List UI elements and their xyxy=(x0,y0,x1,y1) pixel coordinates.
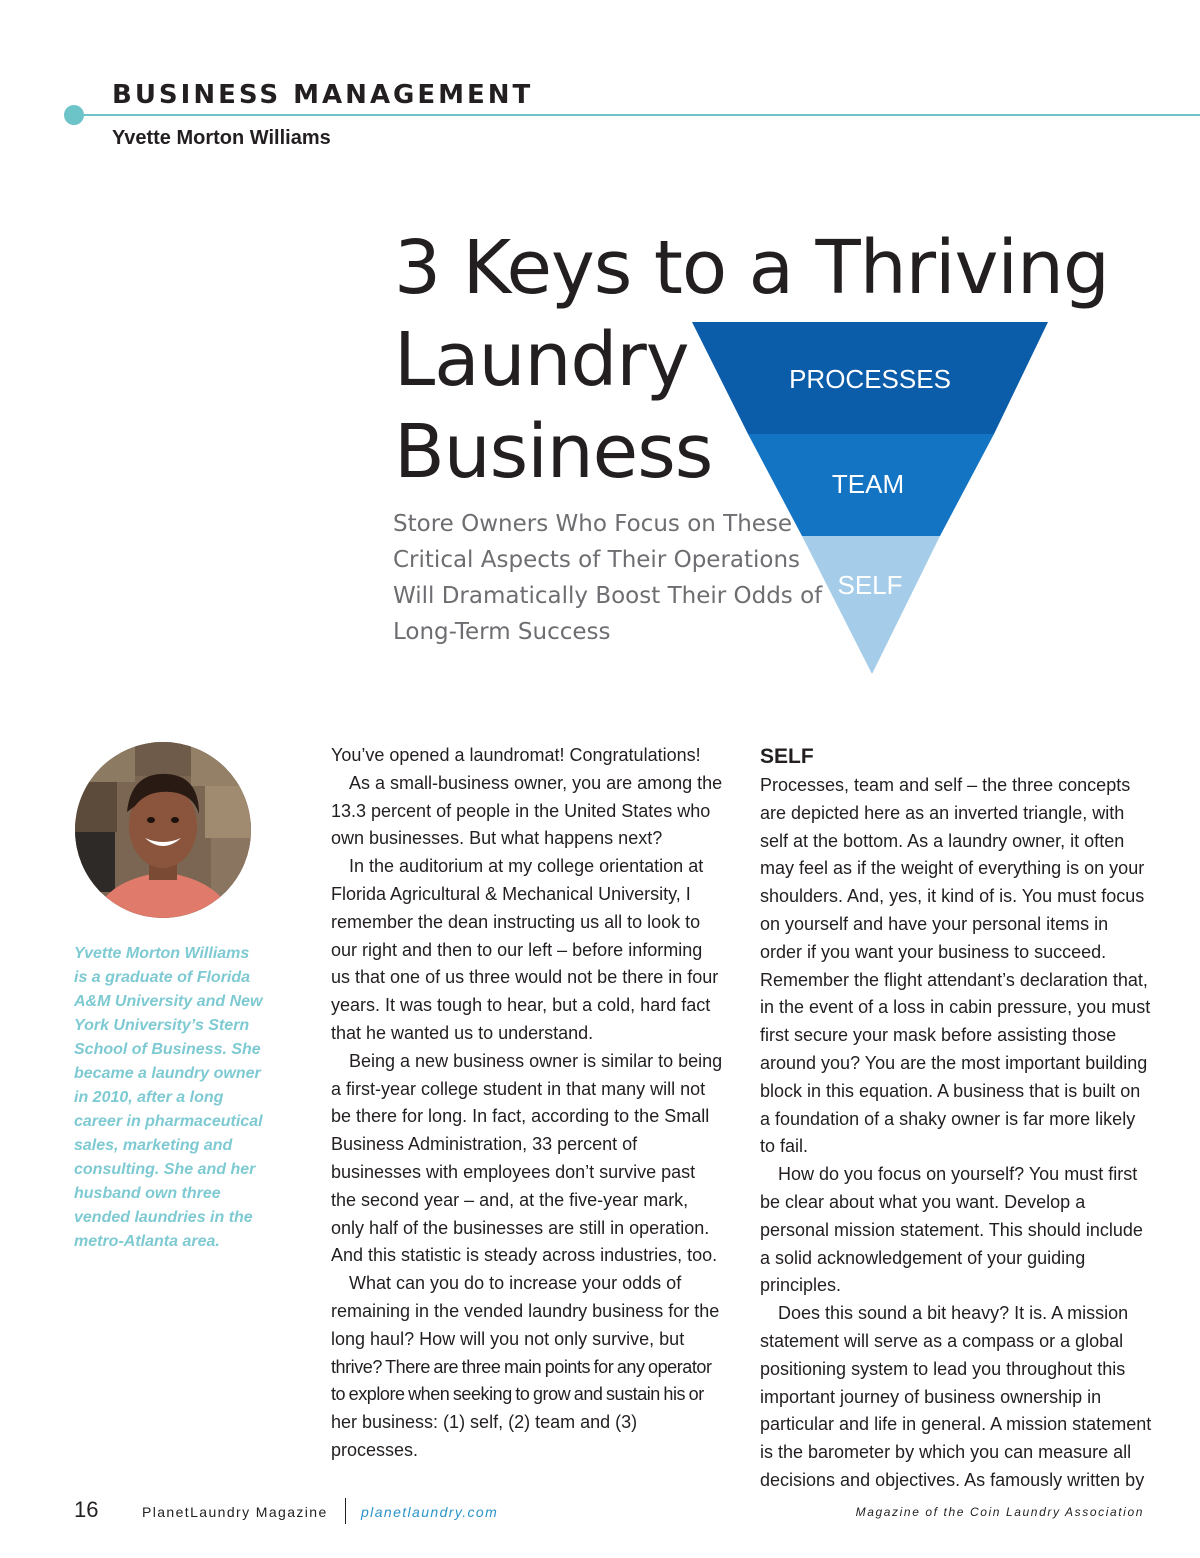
body-paragraph: Being a new business owner is similar to being a first-year college student in that many will not be there for long. In fact, according to the Small Business Administration, 33 percent of businesses with employees don’t survive past the second year – and, at the five-year mark, only half of the businesses are still in operation. And this statistic is steady across industries, too. xyxy=(331,1050,723,1266)
magazine-url[interactable]: planetlaundry.com xyxy=(361,1504,499,1520)
inverted-triangle-diagram xyxy=(690,322,1050,678)
magazine-name: PlanetLaundry Magazine xyxy=(142,1504,328,1520)
header-rule xyxy=(74,114,1200,116)
body-column-left xyxy=(331,742,723,1465)
triangle-layer-self xyxy=(802,536,940,674)
body-paragraph: How do you focus on yourself? You must first be clear about what you want. Develop a personal mission statement. This should include a solid acknowledgement of your guiding principles. xyxy=(760,1164,1143,1296)
body-paragraph-continued: her business: (1) self, (2) team and (3) processes. xyxy=(331,1412,638,1460)
body-paragraph: What can you do to increase your odds of remaining in the vended laundry business for the long haul? How will you not only survive, but xyxy=(331,1273,720,1349)
body-paragraph: As a small-business owner, you are among the 13.3 percent of people in the United States who own businesses. But what happens next? xyxy=(331,772,723,849)
author-bio: Yvette Morton Williams is a graduate of Florida A&M University and New York University’s Stern School of Business. She became a laundry owner in 2010, after a long career in pharmaceutical sales, marketing and consulting. She and her husband own three vended laundries in the metro-Atlanta area. xyxy=(74,945,263,1250)
subhead: Store Owners Who Focus on These Critical Aspects of Their Operations Will Dramatically Boost Their Odds of Long-Term Success xyxy=(393,511,823,645)
body-paragraph: Does this sound a bit heavy? It is. A mission statement will serve as a compass or a global positioning system to lead you throughout this important journey of business ownership in particular and life in general. A mission statement is the barometer by which you can measure all decisions and objectives. As famously written by xyxy=(760,1303,1152,1490)
header-dot xyxy=(64,105,84,125)
footer-divider xyxy=(345,1498,346,1524)
author-photo xyxy=(75,742,251,918)
headline-line-2: Laundry xyxy=(394,317,689,403)
headline-line-1: 3 Keys to a Thriving xyxy=(394,225,1109,311)
triangle-label-self: SELF xyxy=(837,570,903,600)
section-heading-self: SELF xyxy=(760,745,814,768)
page-number: 16 xyxy=(74,1497,99,1522)
headline-line-3: Business xyxy=(394,409,713,495)
section-header: BUSINESS MANAGEMENT xyxy=(112,80,534,110)
triangle-label-team: TEAM xyxy=(831,469,905,499)
body-paragraph-continued: thrive? There are three main points for any operator to explore when seeking to grow and sustain his or xyxy=(331,1356,712,1405)
association-tagline: Magazine of the Coin Laundry Association xyxy=(855,1505,1144,1519)
body-paragraph: You’ve opened a laundromat! Congratulations! xyxy=(331,745,701,765)
body-column-right xyxy=(760,742,1152,1495)
author-byline: Yvette Morton Williams xyxy=(112,127,331,149)
triangle-label-processes: PROCESSES xyxy=(789,364,951,394)
body-paragraph: In the auditorium at my college orientation at Florida Agricultural & Mechanical University, I remember the dean instructing us all to look to our right and then to our left – before informing us that one of us three would not be there in four years. It was tough to hear, but a cold, hard fact that he wanted us to understand. xyxy=(331,856,719,1043)
body-paragraph: Processes, team and self – the three concepts are depicted here as an inverted triangle, with self at the bottom. As a laundry owner, it often may feel as if the weight of everything is on your shoulders. And, yes, it kind of is. You must focus on yourself and have your personal items in order if you want your business to succeed. Remember the flight attendant’s declaration that, in the event of a loss in cabin pressure, you must first secure your mask before assisting those around you? You are the most important building block in this equation. A business that is built on a foundation of a shaky owner is far more likely to fail. xyxy=(760,775,1151,1157)
